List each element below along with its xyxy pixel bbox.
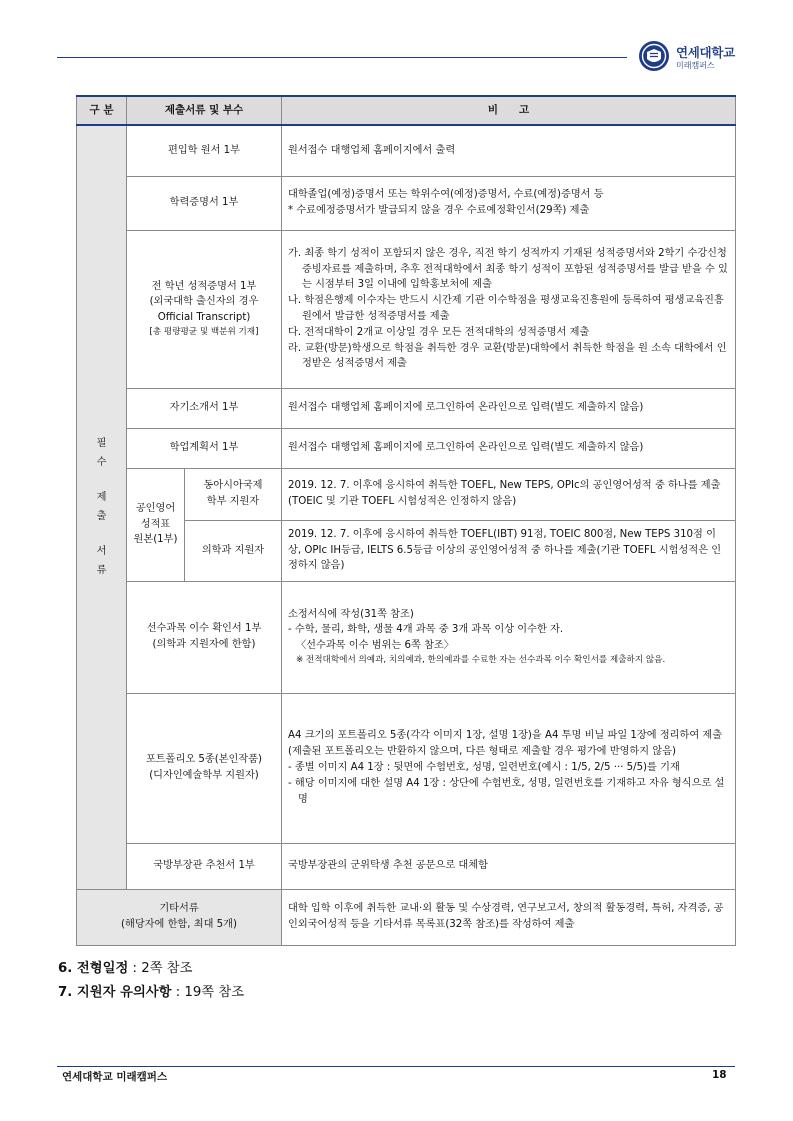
doc-plan: 학업계획서 1부 (127, 428, 282, 468)
required-label-char: 수 (96, 457, 107, 469)
section-applicant-notes (58, 981, 244, 1000)
row-transcript (77, 230, 736, 388)
header-remarks: 비 고 (282, 96, 736, 125)
doc-etc (77, 889, 282, 945)
doc-etc-line: (해당자에 한함, 최대 5개) (121, 919, 237, 930)
doc-intro: 자기소개서 1부 (127, 388, 282, 428)
note-academic-line: 대학졸업(예정)증명서 또는 학위수여(예정)증명서, 수료(예정)증명서 등 (288, 189, 604, 201)
required-documents-table (76, 95, 736, 946)
doc-defense: 국방부장관 추천서 1부 (127, 843, 282, 889)
required-documents-label (77, 125, 127, 889)
doc-academic: 학력증명서 1부 (127, 176, 282, 230)
note-application: 원서접수 대행업체 홈페이지에서 출력 (282, 125, 736, 176)
footer-page-number: 18 (712, 1069, 727, 1081)
doc-english-line: 성적표 (140, 518, 171, 530)
note-prereq-line: ※ 전적대학에서 의예과, 치의예과, 한의예과를 수료한 자는 선수과목 이수 확인서를 제출하지 않음. (296, 655, 666, 666)
note-transcript-item: 라. 교환(방문)학생으로 학점을 취득한 경우 교환(방문)대학에서 취득한 학점을 원 소속 대학에서 인정받은 성적증명서 제출 (288, 342, 727, 370)
row-english-east-asia (77, 468, 736, 520)
doc-transcript (127, 230, 282, 388)
doc-prereq (127, 581, 282, 693)
section-schedule (58, 957, 192, 976)
doc-english-medical: 의학과 지원자 (185, 520, 282, 581)
doc-english-east-asia (185, 468, 282, 520)
doc-transcript-line: Official Transcript) (157, 312, 251, 324)
doc-portfolio-line: (디자인예술학부 지원자) (149, 770, 259, 781)
note-portfolio (282, 693, 736, 843)
doc-english-label (127, 468, 185, 581)
required-label-char: 서 (96, 546, 107, 558)
note-transcript-item: 다. 전적대학이 2개교 이상일 경우 모든 전적대학의 성적증명서 제출 (288, 326, 590, 338)
table-header-row (77, 96, 736, 125)
row-etc (77, 889, 736, 945)
note-prereq-line: 소정서식에 작성(31쪽 참조) (288, 608, 414, 620)
section-schedule-text: : 2쪽 참조 (128, 961, 193, 976)
note-intro: 원서접수 대행업체 홈페이지에 로그인하여 온라인으로 입력(별도 제출하지 않음) (282, 388, 736, 428)
note-prereq (282, 581, 736, 693)
note-portfolio-line: A4 크기의 포트폴리오 5종(각각 이미지 1장, 설명 1장)을 A4 투명 비닐 파일 1장에 정리하여 제출(제출된 포트폴리오는 반환하지 않으며, 다른 형태로 제출할 경우 평가에 반영하지 않음) (288, 730, 723, 758)
note-prereq-line: - 수학, 물리, 화학, 생물 4개 과목 중 3개 과목 이상 이수한 자. (288, 624, 564, 636)
footer-rule (57, 1066, 735, 1067)
logo-name: 연세대학교 (676, 45, 735, 60)
doc-etc-line: 기타서류 (159, 903, 199, 915)
note-transcript-item: 나. 학점은행제 이수자는 반드시 시간제 기관 이수학점을 평생교육진흥원에 등록하여 평생교육진흥원에서 발급한 성적증명서를 제출 (288, 295, 724, 322)
doc-english-line: 원본(1부) (133, 534, 178, 546)
note-english-medical: 2019. 12. 7. 이후에 응시하여 취득한 TOEFL(IBT) 91점, TOEIC 800점, New TEPS 310점 이상, OPIc IH등급, IELTS 6.5등급 이상의 공인영어성적 중 하나를 제출(기관 TOEFL 시험성적은 인정하지 않음) (282, 520, 736, 581)
doc-transcript-line: (외국대학 출신자의 경우 (149, 296, 259, 308)
note-prereq-line: 〈선수과목 이수 범위는 6쪽 참조〉 (296, 640, 454, 652)
footer-university: 연세대학교 미래캠퍼스 (62, 1071, 168, 1083)
doc-transcript-line: 전 학년 성적증명서 1부 (151, 280, 257, 292)
doc-transcript-line: [총 평량평균 및 백분위 기재] (149, 327, 259, 338)
section-schedule-title: 6. 전형일정 (58, 961, 129, 976)
row-academic (77, 176, 736, 230)
doc-english-east-asia-line: 학부 지원자 (206, 496, 260, 507)
required-label-char: 제 (96, 492, 107, 504)
section-applicant-notes-title: 7. 지원자 유의사항 (58, 985, 172, 1000)
header-documents: 제출서류 및 부수 (127, 96, 282, 125)
note-portfolio-line: - 종별 이미지 A4 1장 : 뒷면에 수험번호, 성명, 일련번호(예시 : 1/5, 2/5 ··· 5/5)를 기재 (288, 762, 680, 774)
doc-prereq-line: 선수과목 이수 확인서 1부 (146, 623, 262, 635)
note-transcript (282, 230, 736, 388)
note-etc: 대학 입학 이후에 취득한 교내·외 활동 및 수상경력, 연구보고서, 창의적 활동경력, 특허, 자격증, 공인외국어성적 등을 기타서류 목록표(32쪽 참조)를 작성하여 제출 (282, 889, 736, 945)
header-category: 구 분 (77, 96, 127, 125)
doc-portfolio-line: 포트폴리오 5종(본인작품) (145, 754, 263, 766)
header-rule (57, 57, 627, 58)
note-academic-line: * 수료예정증명서가 발급되지 않을 경우 수료예정확인서(29쪽) 제출 (288, 205, 590, 216)
note-academic (282, 176, 736, 230)
doc-prereq-line: (의학과 지원자에 한함) (152, 639, 256, 650)
note-portfolio-line: - 해당 이미지에 대한 설명 A4 1장 : 상단에 수험번호, 성명, 일련번호를 기재하고 자유 형식으로 설명 (288, 777, 725, 805)
university-seal-icon (638, 40, 670, 72)
university-logo (638, 40, 738, 74)
row-portfolio (77, 693, 736, 843)
row-defense (77, 843, 736, 889)
note-plan: 원서접수 대행업체 홈페이지에 로그인하여 온라인으로 입력(별도 제출하지 않음) (282, 428, 736, 468)
row-intro (77, 388, 736, 428)
row-application (77, 125, 736, 176)
doc-application: 편입학 원서 1부 (127, 125, 282, 176)
note-english-east-asia: 2019. 12. 7. 이후에 응시하여 취득한 TOEFL, New TEPS, OPIc의 공인영어성적 중 하나를 제출(TOEIC 및 기관 TOEFL 시험성적은 인정하지 않음) (282, 468, 736, 520)
required-label-char: 류 (96, 565, 107, 577)
row-prereq (77, 581, 736, 693)
doc-portfolio (127, 693, 282, 843)
required-label-char: 출 (96, 511, 107, 523)
note-defense: 국방부장관의 군위탁생 추천 공문으로 대체함 (282, 843, 736, 889)
required-label-char: 필 (96, 438, 107, 450)
row-plan (77, 428, 736, 468)
note-transcript-item: 가. 최종 학기 성적이 포함되지 않은 경우, 직전 학기 성적까지 기재된 성적증명서와 2학기 수강신청 증빙자료를 제출하며, 추후 전적대학에서 최종 학기 성적이 포함된 성적증명서를 발급 받을 수 있는 시점부터 3일 이내에 입학홍보처에 제출 (288, 247, 728, 291)
section-applicant-notes-text: : 19쪽 참조 (171, 985, 245, 1000)
doc-english-east-asia-line: 동아시아국제 (203, 480, 263, 492)
doc-english-line: 공인영어 (135, 502, 176, 514)
logo-sub: 미래캠퍼스 (676, 61, 715, 70)
